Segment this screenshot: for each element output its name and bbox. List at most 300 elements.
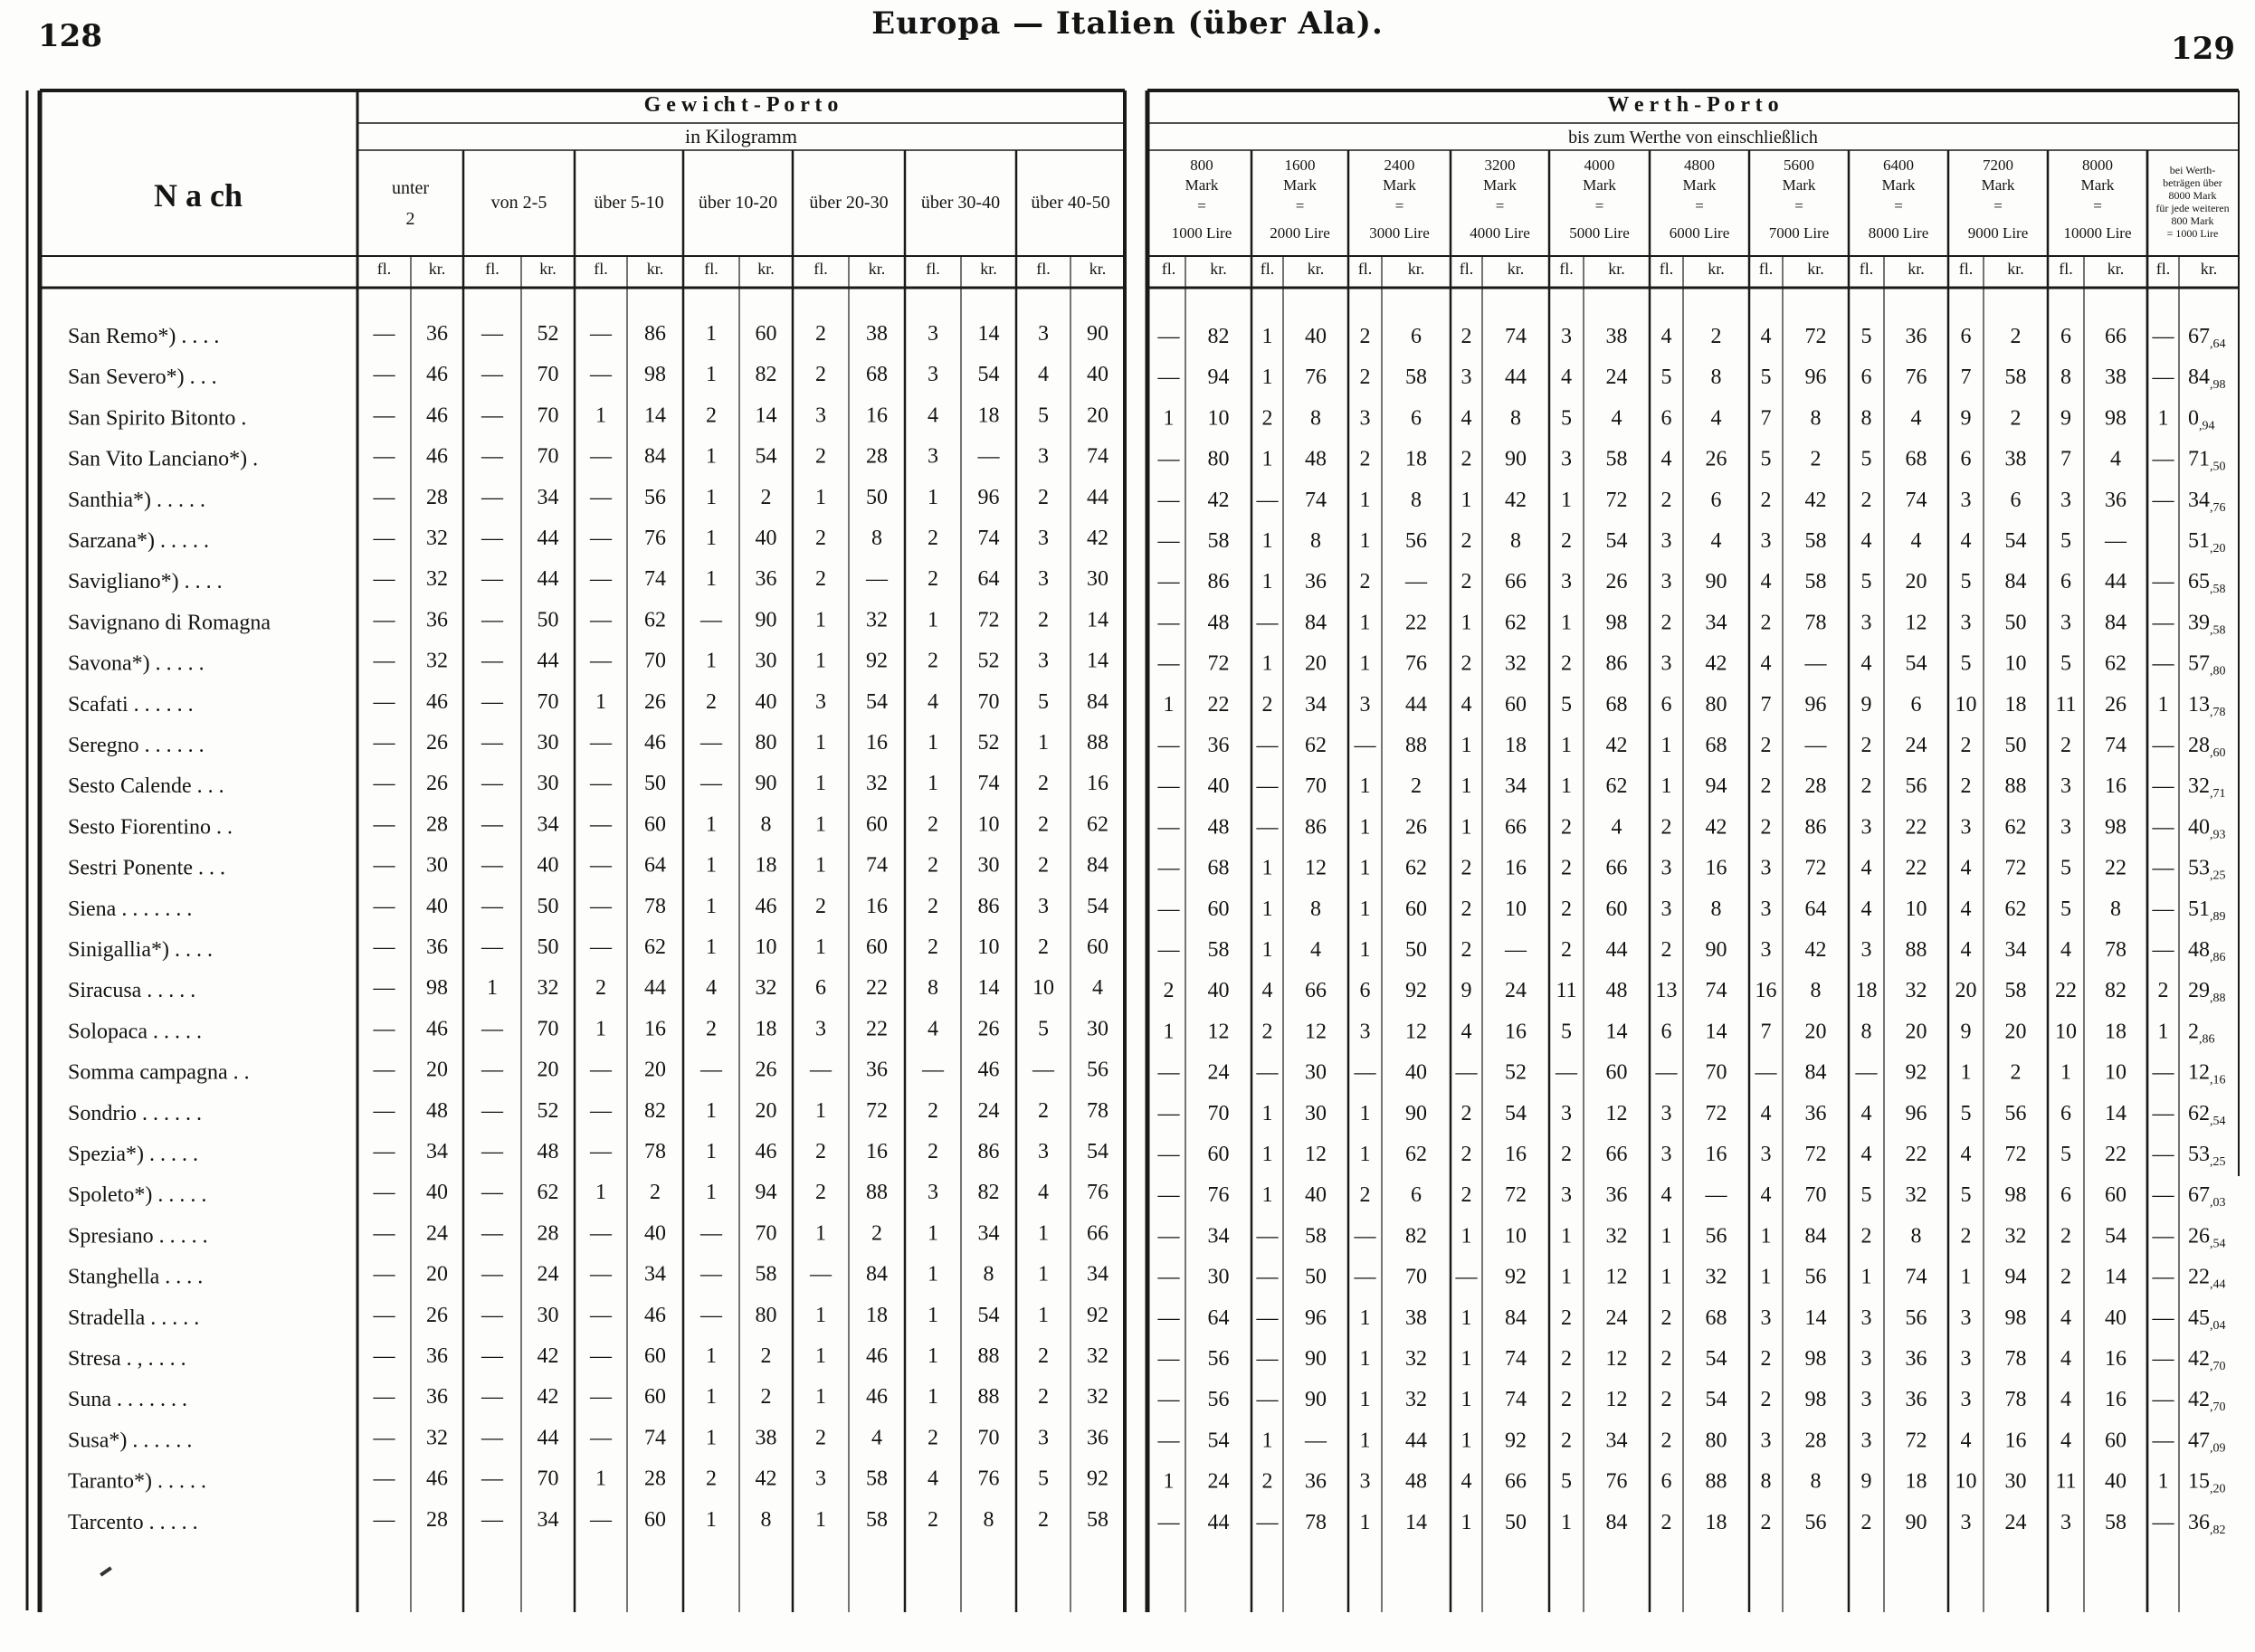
row-place-name: Spoleto*) . . . . . [68, 1183, 207, 1208]
row-cell-fl: 4 [928, 1017, 938, 1041]
row-cell-kr: 18 [866, 1303, 888, 1327]
row-cell-fl: — [481, 1221, 503, 1246]
row-cell-fl: 1 [595, 689, 606, 714]
row-cell-fl: 1 [928, 485, 938, 509]
gewicht-title: G e w i ch t - P o r t o [643, 93, 839, 117]
row-extra-frac: ,86 [2210, 951, 2226, 964]
row-cell-fl: 5 [1561, 406, 1572, 431]
row-cell-fl: 5 [1038, 404, 1049, 428]
row-cell-kr: 92 [866, 649, 888, 673]
row-cell-fl: 2 [1561, 938, 1572, 962]
row-cell-fl: 1 [1561, 1510, 1572, 1534]
row-cell-kr: 22 [1905, 1143, 1927, 1166]
row-cell-kr: 90 [1305, 1347, 1327, 1371]
value-header-eq: = [1594, 197, 1604, 214]
row-cell-fl: — [481, 1098, 503, 1123]
row-cell-kr: 60 [866, 935, 888, 959]
row-cell-kr: 16 [644, 1017, 666, 1041]
value-header-mark: 6400 [1883, 157, 1914, 174]
value-header-eq: = [1894, 197, 1903, 214]
row-extra-kr: $57_{,80}$ [2188, 651, 2226, 679]
unit-kr: kr. [539, 260, 557, 278]
row-cell-fl: 2 [1561, 1388, 1572, 1412]
row-cell-kr: 8 [1310, 897, 1321, 921]
row-cell-fl: 4 [1860, 856, 1872, 880]
value-header-unit: Mark [1383, 176, 1416, 194]
value-header-lire: 6000 Lire [1669, 224, 1730, 242]
row-cell-kr: 16 [1505, 1143, 1527, 1166]
row-cell-kr: 98 [1804, 1347, 1827, 1371]
value-header-unit: Mark [1283, 176, 1317, 194]
row-cell-kr: 62 [644, 608, 666, 632]
row-cell-fl: 2 [928, 935, 938, 959]
row-cell-kr: 30 [537, 731, 559, 755]
row-cell-kr: 16 [2105, 774, 2127, 799]
row-cell-fl: 1 [706, 853, 717, 878]
row-cell-kr: 48 [1305, 447, 1327, 471]
row-cell-kr: 18 [1505, 734, 1527, 757]
row-extra-kr: $62_{,54}$ [2188, 1101, 2226, 1128]
row-place-name: Somma campagna . . [68, 1060, 250, 1085]
row-cell-kr: 70 [1705, 1060, 1727, 1085]
row-cell-kr: 60 [644, 1344, 666, 1368]
row-extra-fl: — [2152, 1305, 2174, 1330]
row-cell-fl: 2 [1261, 1469, 1273, 1494]
row-cell-fl: 2 [1561, 529, 1572, 553]
row-place-name: Stanghella . . . . [68, 1265, 204, 1289]
row-cell-kr: 32 [1405, 1388, 1427, 1412]
row-cell-fl: 1 [928, 1303, 938, 1327]
row-cell-fl: 2 [1359, 1183, 1371, 1208]
row-cell-kr: 82 [977, 1181, 1000, 1205]
row-cell-kr: 32 [1087, 1385, 1108, 1410]
row-cell-kr: — [1405, 570, 1427, 594]
row-cell-kr: 56 [1905, 774, 1927, 799]
row-cell-kr: 32 [866, 772, 888, 796]
row-cell-fl: 2 [1660, 488, 1672, 512]
row-cell-fl: 3 [1860, 611, 1872, 635]
row-cell-kr: 52 [977, 731, 1000, 755]
row-cell-kr: 50 [537, 935, 559, 959]
row-cell-fl: 5 [1960, 570, 1972, 594]
unit-fl: fl. [376, 260, 392, 278]
value-header-lire: 2000 Lire [1270, 224, 1330, 242]
row-cell-kr: 54 [1905, 651, 1927, 676]
row-cell-kr: 74 [1087, 444, 1108, 469]
row-cell-fl: — [373, 485, 395, 509]
value-header-unit: Mark [1185, 176, 1219, 194]
row-cell-kr: 20 [1804, 1020, 1827, 1044]
unit-fl: fl. [594, 260, 608, 278]
row-cell-fl: 2 [1760, 774, 1772, 799]
row-cell-fl: 1 [706, 1140, 717, 1163]
row-cell-kr: 18 [1405, 447, 1427, 471]
row-cell-fl: — [810, 1262, 832, 1286]
row-place-name: Solopaca . . . . . [68, 1020, 202, 1044]
row-extra-kr: $34_{,76}$ [2188, 488, 2226, 515]
value-header-mark: 2400 [1384, 157, 1415, 174]
row-cell-fl: 3 [1960, 1510, 1972, 1534]
weight-header: über 20-30 [809, 193, 889, 213]
row-cell-fl: 1 [1163, 1469, 1175, 1494]
unit-kr: kr. [1908, 260, 1925, 278]
row-cell-fl: — [1256, 488, 1279, 512]
row-cell-kr: 2 [1411, 774, 1422, 799]
row-extra-frac: ,25 [2210, 1155, 2226, 1169]
row-cell-kr: 60 [1087, 935, 1108, 959]
row-cell-fl: 1 [928, 608, 938, 632]
row-cell-fl: 1 [1038, 1262, 1049, 1286]
row-cell-fl: — [1256, 1060, 1279, 1085]
row-cell-fl: 1 [1261, 1143, 1273, 1166]
row-cell-kr: 8 [1710, 366, 1722, 390]
row-cell-kr: 16 [1505, 1020, 1527, 1044]
row-cell-kr: 2 [650, 1181, 661, 1205]
row-cell-fl: — [1354, 734, 1376, 757]
row-cell-fl: 4 [1660, 1183, 1672, 1208]
row-cell-fl: 1 [1461, 488, 1472, 512]
weight-header: über 10-20 [698, 193, 778, 213]
weight-header-line1: unter [391, 178, 430, 198]
row-cell-kr: 70 [537, 444, 559, 469]
row-cell-fl: 5 [1960, 651, 1972, 676]
row-cell-kr: 62 [1605, 774, 1628, 799]
row-cell-kr: 44 [644, 976, 666, 1001]
row-cell-fl: 1 [815, 1303, 826, 1327]
row-cell-fl: 6 [815, 976, 826, 1001]
unit-fl: fl. [1459, 260, 1474, 278]
row-place-name: Spezia*) . . . . . [68, 1143, 198, 1166]
row-cell-kr: 54 [1207, 1429, 1230, 1453]
row-cell-fl: — [1157, 1143, 1180, 1166]
nach-label: N a ch [154, 177, 243, 214]
row-cell-kr: 88 [2004, 774, 2027, 799]
row-cell-kr: 4 [1710, 529, 1722, 553]
row-cell-fl: — [1256, 815, 1279, 840]
row-cell-kr: 14 [1087, 649, 1108, 673]
row-cell-fl: 3 [1760, 1143, 1772, 1166]
weight-header: über 40-50 [1031, 193, 1110, 213]
row-cell-kr: 70 [977, 1426, 1000, 1450]
row-cell-fl: 2 [928, 853, 938, 878]
row-cell-kr: 96 [1804, 692, 1827, 717]
row-cell-fl: 6 [1860, 366, 1872, 390]
row-cell-fl: — [481, 404, 503, 428]
unit-kr: kr. [1407, 260, 1425, 278]
unit-kr: kr. [428, 260, 446, 278]
row-cell-kr: 60 [1207, 897, 1230, 921]
row-cell-kr: 70 [537, 1467, 559, 1491]
row-cell-kr: 82 [644, 1098, 666, 1123]
row-extra-fl: — [2152, 1429, 2174, 1453]
row-cell-fl: — [1256, 1265, 1279, 1289]
row-extra-frac: ,04 [2210, 1318, 2226, 1333]
row-cell-fl: 2 [1860, 488, 1872, 512]
row-cell-kr: — [2105, 529, 2127, 553]
row-cell-fl: 1 [595, 1467, 606, 1491]
row-cell-kr: 42 [1705, 651, 1727, 676]
left-page-number: 128 [38, 18, 102, 54]
row-extra-fl: — [2152, 1347, 2174, 1371]
row-cell-fl: — [373, 853, 395, 878]
row-cell-kr: 80 [1705, 1429, 1727, 1453]
row-cell-kr: 88 [1705, 1469, 1727, 1494]
row-cell-fl: — [373, 689, 395, 714]
row-cell-kr: 28 [866, 444, 888, 469]
row-cell-kr: 24 [537, 1262, 559, 1286]
row-cell-kr: 18 [977, 404, 1000, 428]
row-cell-fl: — [1157, 488, 1180, 512]
row-cell-kr: 54 [977, 1303, 1000, 1327]
row-cell-kr: 48 [1605, 979, 1628, 1003]
row-cell-fl: 2 [1561, 815, 1572, 840]
row-cell-kr: 60 [2105, 1429, 2127, 1453]
row-cell-kr: 76 [977, 1467, 1000, 1491]
row-cell-fl: 2 [1261, 692, 1273, 717]
row-cell-fl: 4 [2060, 938, 2071, 962]
row-cell-kr: 94 [1207, 366, 1230, 390]
row-cell-fl: 4 [1461, 692, 1472, 717]
row-cell-fl: 4 [1660, 447, 1672, 471]
unit-kr: kr. [646, 260, 664, 278]
row-cell-kr: 60 [1207, 1143, 1230, 1166]
row-cell-kr: 20 [537, 1058, 559, 1082]
row-cell-fl: 2 [1860, 734, 1872, 757]
row-cell-kr: 78 [1804, 611, 1827, 635]
row-place-name: Savigliano*) . . . . [68, 570, 223, 594]
row-cell-fl: 3 [1660, 529, 1672, 553]
row-cell-fl: 11 [2055, 692, 2077, 717]
row-cell-kr: 74 [866, 853, 888, 878]
row-cell-kr: 42 [1207, 488, 1230, 512]
row-cell-kr: 14 [2105, 1265, 2127, 1289]
value-header-eq: = [1495, 197, 1505, 214]
row-cell-kr: 86 [1207, 570, 1230, 594]
row-cell-fl: 2 [706, 1017, 717, 1041]
row-cell-fl: — [590, 772, 612, 796]
row-cell-fl: 3 [1561, 447, 1572, 471]
row-cell-kr: 4 [1910, 406, 1922, 431]
row-cell-fl: 1 [815, 853, 826, 878]
unit-kr: kr. [1608, 260, 1625, 278]
row-cell-fl: — [1354, 1265, 1376, 1289]
row-extra-kr: $15_{,20}$ [2188, 1469, 2226, 1496]
row-extra-frac: ,76 [2210, 500, 2226, 515]
row-cell-fl: 3 [1860, 938, 1872, 962]
row-cell-kr: 44 [537, 649, 559, 673]
row-cell-fl: 10 [1032, 976, 1054, 1001]
row-cell-kr: 96 [1804, 366, 1827, 390]
row-place-name: Stresa . , . . . . [68, 1347, 186, 1371]
row-cell-fl: 2 [1461, 897, 1472, 921]
row-cell-fl: — [373, 1140, 395, 1163]
value-header-eq: = [2093, 197, 2102, 214]
row-cell-fl: — [481, 1507, 503, 1532]
row-cell-kr: 58 [1207, 529, 1230, 553]
row-cell-kr: 30 [537, 772, 559, 796]
row-cell-kr: 36 [426, 322, 448, 346]
row-cell-kr: 36 [1905, 1388, 1927, 1412]
row-cell-kr: 30 [426, 853, 448, 878]
row-cell-kr: 44 [1605, 938, 1628, 962]
row-cell-fl: 10 [1955, 692, 1977, 717]
row-cell-kr: 88 [1087, 731, 1108, 755]
row-cell-kr: 66 [1605, 856, 1628, 880]
row-cell-fl: — [481, 1181, 503, 1205]
row-cell-fl: — [700, 772, 722, 796]
row-cell-kr: 10 [1505, 1224, 1527, 1248]
row-cell-fl: — [373, 322, 395, 346]
row-cell-fl: 1 [815, 485, 826, 509]
row-cell-fl: 3 [815, 404, 826, 428]
row-place-name: Susa*) . . . . . . [68, 1429, 193, 1453]
row-cell-kr: 70 [1207, 1101, 1230, 1125]
row-cell-kr: 8 [1310, 529, 1321, 553]
row-cell-fl: — [590, 731, 612, 755]
row-cell-fl: — [373, 976, 395, 1001]
row-cell-fl: 4 [1461, 1020, 1472, 1044]
row-cell-kr: 8 [983, 1262, 994, 1286]
row-cell-kr: 8 [1310, 406, 1321, 431]
row-cell-fl: 6 [1660, 1020, 1672, 1044]
row-cell-fl: — [1755, 1060, 1777, 1085]
row-cell-kr: 36 [1605, 1183, 1628, 1208]
row-cell-fl: 1 [1461, 734, 1472, 757]
row-cell-fl: 3 [1660, 1101, 1672, 1125]
row-cell-fl: 2 [1359, 447, 1371, 471]
row-cell-fl: 2 [1038, 1098, 1049, 1123]
unit-fl: fl. [1559, 260, 1574, 278]
weight-header: von 2-5 [490, 193, 547, 213]
row-cell-fl: — [700, 1221, 722, 1246]
row-place-name: Sinigallia*) . . . . [68, 938, 213, 962]
row-cell-kr: 78 [2004, 1347, 2027, 1371]
row-cell-fl: — [1157, 570, 1180, 594]
unit-fl: fl. [1659, 260, 1674, 278]
row-cell-fl: — [373, 1507, 395, 1532]
row-cell-fl: 4 [1038, 363, 1049, 387]
row-cell-fl: 2 [1660, 1347, 1672, 1371]
row-cell-kr: 74 [1705, 979, 1727, 1003]
value-header-mark: 7200 [1983, 157, 2013, 174]
row-cell-fl: 1 [1461, 611, 1472, 635]
row-cell-kr: 14 [644, 404, 666, 428]
row-cell-kr: 34 [1705, 611, 1727, 635]
row-cell-fl: 3 [1660, 1143, 1672, 1166]
row-extra-frac: ,54 [2210, 1237, 2226, 1251]
row-cell-fl: — [590, 1098, 612, 1123]
row-cell-fl: 8 [1860, 406, 1872, 431]
row-cell-fl: 1 [1359, 611, 1371, 635]
row-cell-kr: 46 [866, 1385, 888, 1410]
row-cell-kr: 98 [1804, 1388, 1827, 1412]
werth-sub: bis zum Werthe von einschließlich [1568, 128, 1818, 147]
row-cell-kr: 22 [1405, 611, 1427, 635]
row-cell-fl: 1 [815, 1507, 826, 1532]
row-cell-kr: 90 [1087, 322, 1108, 346]
row-extra-frac: ,58 [2210, 623, 2226, 638]
row-cell-kr: 38 [755, 1426, 777, 1450]
row-extra-kr: $67_{,03}$ [2188, 1183, 2226, 1211]
row-cell-kr: 6 [1411, 406, 1422, 431]
row-cell-fl: 1 [1561, 774, 1572, 799]
row-cell-fl: — [481, 608, 503, 632]
row-extra-frac: ,16 [2210, 1073, 2226, 1087]
row-cell-kr: 20 [2004, 1020, 2027, 1044]
row-cell-kr: 54 [1087, 1140, 1108, 1163]
row-cell-fl: 2 [1561, 1143, 1572, 1166]
row-cell-kr: 12 [1305, 1143, 1327, 1166]
row-cell-fl: 7 [2060, 447, 2071, 471]
row-cell-kr: 4 [2110, 447, 2121, 471]
row-cell-kr: 92 [1087, 1303, 1108, 1327]
row-cell-fl: — [481, 1262, 503, 1286]
row-cell-fl: 4 [1960, 1143, 1972, 1166]
row-cell-fl: 3 [928, 322, 938, 346]
row-cell-fl: — [590, 649, 612, 673]
row-cell-fl: — [700, 731, 722, 755]
row-extra-frac: ,94 [2199, 419, 2215, 433]
row-cell-kr: 24 [1605, 366, 1628, 390]
row-cell-fl: 11 [1556, 979, 1577, 1003]
row-cell-kr: 38 [1605, 325, 1628, 348]
row-cell-kr: 50 [1505, 1510, 1527, 1534]
row-cell-fl: — [1157, 611, 1180, 635]
row-cell-kr: 74 [1505, 1347, 1527, 1371]
row-cell-kr: 80 [755, 731, 777, 755]
row-extra-fl: 1 [2157, 1469, 2169, 1494]
row-cell-kr: 58 [1605, 447, 1628, 471]
row-cell-fl: — [373, 363, 395, 387]
row-cell-kr: 48 [537, 1140, 559, 1163]
row-extra-fl: — [2152, 611, 2174, 635]
value-header-mark: 4800 [1684, 157, 1715, 174]
value-header-eq: = [1295, 197, 1305, 214]
row-cell-kr: 6 [1910, 692, 1922, 717]
row-cell-kr: 22 [866, 1017, 888, 1041]
row-extra-frac: ,09 [2210, 1441, 2226, 1456]
row-cell-kr: 46 [644, 731, 666, 755]
row-cell-kr: 46 [426, 444, 448, 469]
row-extra-kr: $51_{,89}$ [2188, 897, 2226, 924]
row-cell-kr: 14 [1605, 1020, 1628, 1044]
row-extra-kr: $65_{,58}$ [2188, 570, 2226, 597]
unit-kr: kr. [2107, 260, 2125, 278]
row-cell-fl: — [481, 444, 503, 469]
row-cell-fl: 3 [1038, 649, 1049, 673]
row-cell-kr: 90 [1305, 1388, 1327, 1412]
row-cell-fl: 2 [1561, 897, 1572, 921]
row-cell-fl: 2 [1461, 570, 1472, 594]
row-cell-kr: 68 [1605, 692, 1628, 717]
row-extra-fl: — [2152, 651, 2174, 676]
row-cell-fl: 1 [1359, 1101, 1371, 1125]
row-cell-fl: — [810, 1058, 832, 1082]
row-cell-fl: — [1455, 1265, 1478, 1289]
row-extra-frac: ,20 [2210, 1482, 2226, 1496]
row-cell-kr: 32 [2004, 1224, 2027, 1248]
row-cell-kr: 34 [1207, 1224, 1230, 1248]
row-extra-frac: ,60 [2210, 746, 2226, 760]
row-cell-fl: 2 [595, 976, 606, 1001]
row-cell-fl: 3 [1860, 1388, 1872, 1412]
row-cell-fl: 5 [1561, 692, 1572, 717]
row-cell-fl: — [481, 689, 503, 714]
row-extra-kr: $22_{,44}$ [2188, 1265, 2226, 1292]
row-cell-fl: — [590, 812, 612, 837]
row-cell-kr: 64 [644, 853, 666, 878]
row-cell-fl: 2 [1760, 488, 1772, 512]
